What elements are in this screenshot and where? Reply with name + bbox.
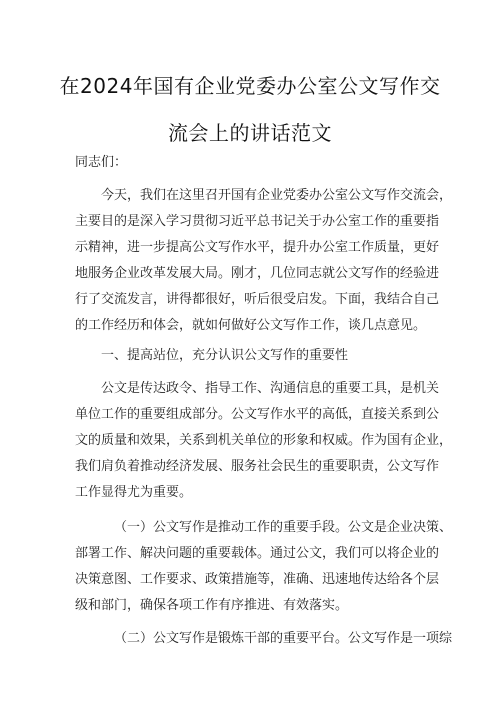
section-heading-1: [75, 343, 435, 369]
paragraph-line: 的工作经历和体会，就如何做好公文写作工作，谈几点意见。: [75, 318, 427, 333]
document-title-line-1: 在2024年国有企业党委办公室公文写作交: [59, 74, 441, 98]
greeting: [75, 150, 435, 176]
paragraph-point-2: [75, 626, 453, 652]
paragraph-line: 工作显得尤为重要。: [75, 485, 193, 500]
paragraph-line: 我们肩负着推动经济发展、服务社会民生的重要职责，公文写作: [75, 459, 440, 474]
greeting-text: 同志们：: [75, 155, 128, 170]
paragraph-line: 单位工作的重要组成部分。公文写作水平的高低，直接关系到公: [75, 407, 440, 422]
paragraph-point-1: [75, 515, 453, 619]
section-heading-text: 一、提高站位，充分认识公文写作的重要性: [101, 348, 349, 363]
paragraph-line: 今天，我们在这里召开国有企业党委办公室公文写作交流会，: [101, 188, 453, 203]
paragraph-line: （一）公文写作是推动工作的重要手段。公文是企业决策、: [114, 520, 453, 535]
paragraph-line: （二）公文写作是锻炼干部的重要平台。公文写作是一项综: [114, 631, 453, 646]
paragraph-line: 文的质量和效果，关系到机关单位的形象和权威。作为国有企业，: [75, 433, 453, 448]
paragraph-importance: [75, 376, 453, 506]
paragraph-line: 决策意图、工作要求、政策措施等，准确、迅速地传达给各个层: [75, 572, 440, 587]
paragraph-line: 地服务企业改革发展大局。刚才，几位同志就公文写作的经验进: [75, 266, 440, 281]
paragraph-line: 公文是传达政令、指导工作、沟通信息的重要工具，是机关: [101, 381, 440, 396]
paragraph-intro: [75, 183, 453, 339]
paragraph-line: 示精神，进一步提高公文写作水平，提升办公室工作质量，更好: [75, 240, 440, 255]
paragraph-line: 主要目的是深入学习贯彻习近平总书记关于办公室工作的重要指: [75, 214, 440, 229]
paragraph-line: 行了交流发言，讲得都很好，听后很受启发。下面，我结合自己: [75, 292, 440, 307]
paragraph-line: 级和部门，确保各项工作有序推进、有效落实。: [75, 598, 349, 613]
paragraph-line: 部署工作、解决问题的重要载体。通过公文，我们可以将企业的: [75, 546, 440, 561]
document-title-line-2: 流会上的讲话范文: [168, 121, 332, 145]
